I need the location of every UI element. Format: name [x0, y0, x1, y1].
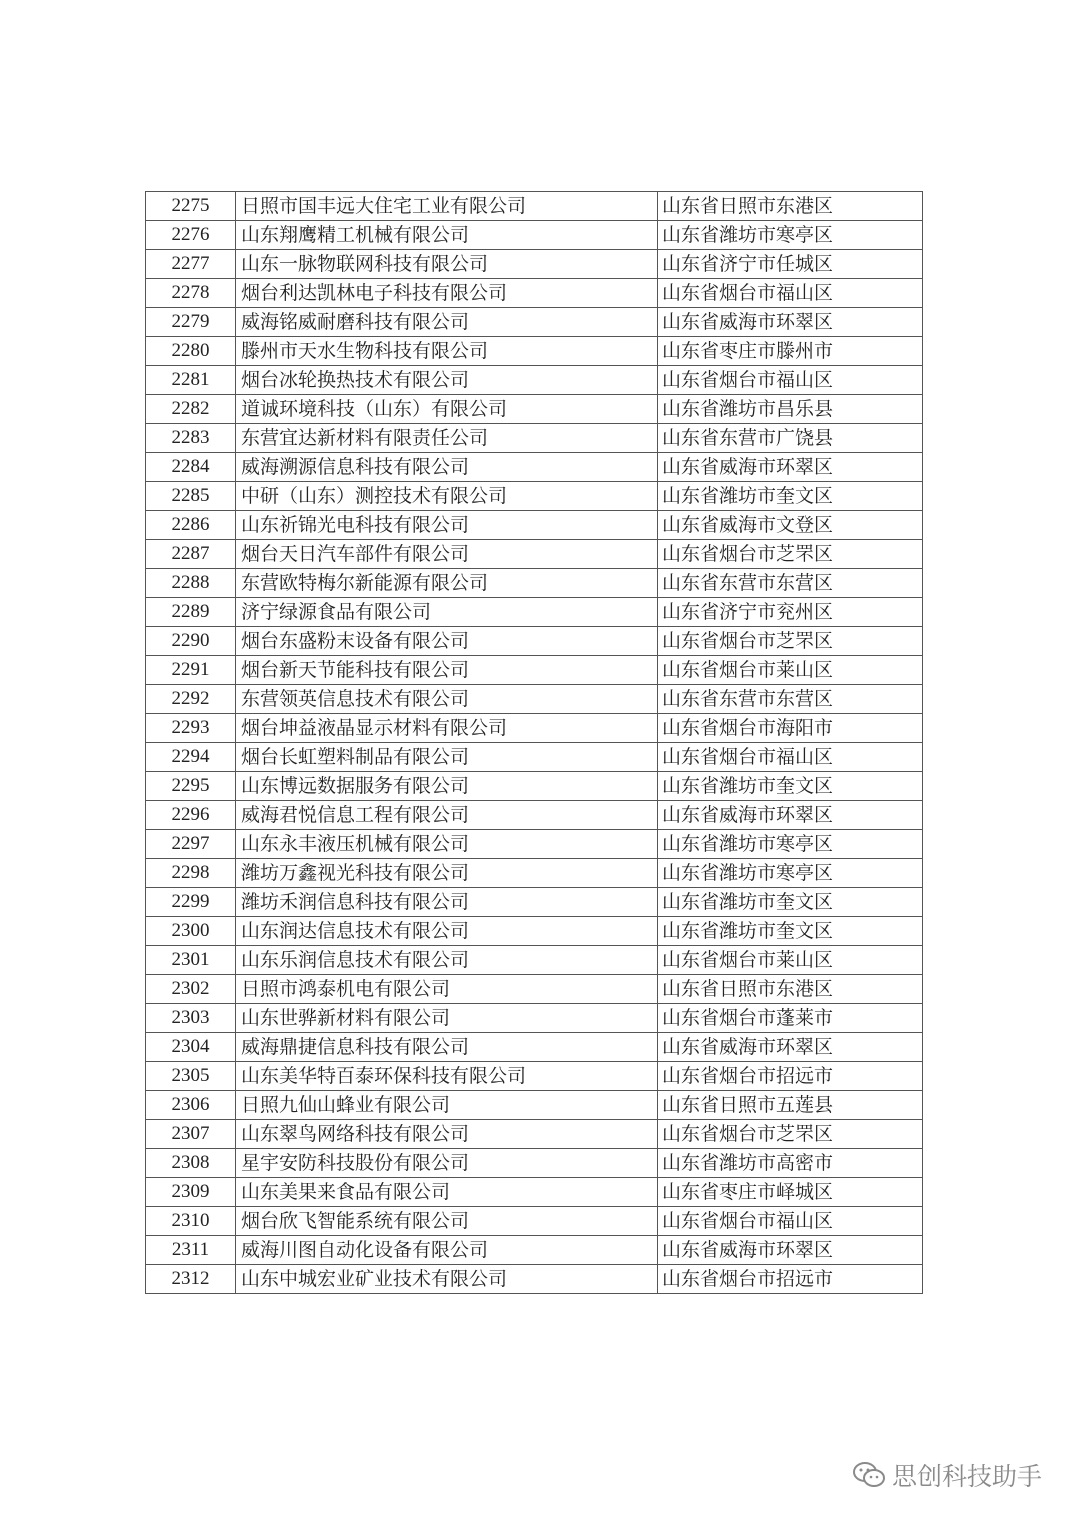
table-row	[146, 366, 923, 395]
table-row	[146, 1062, 923, 1091]
company-name: 山东美果来食品有限公司	[236, 1178, 658, 1207]
row-number: 2308	[146, 1149, 236, 1178]
company-name: 日照市鸿泰机电有限公司	[236, 975, 658, 1004]
row-number: 2297	[146, 830, 236, 859]
company-name: 山东一脉物联网科技有限公司	[236, 250, 658, 279]
table-row	[146, 598, 923, 627]
company-name: 日照市国丰远大住宅工业有限公司	[236, 192, 658, 221]
company-name: 潍坊禾润信息科技有限公司	[236, 888, 658, 917]
table-row	[146, 1120, 923, 1149]
row-number: 2283	[146, 424, 236, 453]
company-location: 山东省潍坊市寒亭区	[658, 830, 923, 859]
row-number: 2279	[146, 308, 236, 337]
company-name: 烟台长虹塑料制品有限公司	[236, 743, 658, 772]
table-row	[146, 859, 923, 888]
table-row	[146, 1004, 923, 1033]
row-number: 2293	[146, 714, 236, 743]
row-number: 2299	[146, 888, 236, 917]
table-row	[146, 946, 923, 975]
company-location: 山东省烟台市福山区	[658, 366, 923, 395]
table-row	[146, 308, 923, 337]
row-number: 2303	[146, 1004, 236, 1033]
row-number: 2287	[146, 540, 236, 569]
table-row	[146, 685, 923, 714]
company-location: 山东省威海市环翠区	[658, 801, 923, 830]
company-location: 山东省烟台市福山区	[658, 1207, 923, 1236]
company-location: 山东省济宁市兖州区	[658, 598, 923, 627]
row-number: 2304	[146, 1033, 236, 1062]
company-location: 山东省潍坊市奎文区	[658, 888, 923, 917]
row-number: 2294	[146, 743, 236, 772]
table-row	[146, 975, 923, 1004]
company-location: 山东省日照市东港区	[658, 192, 923, 221]
table-row	[146, 656, 923, 685]
company-location: 山东省日照市东港区	[658, 975, 923, 1004]
row-number: 2284	[146, 453, 236, 482]
company-location: 山东省潍坊市寒亭区	[658, 859, 923, 888]
company-name: 山东中城宏业矿业技术有限公司	[236, 1265, 658, 1294]
company-location: 山东省枣庄市峄城区	[658, 1178, 923, 1207]
row-number: 2311	[146, 1236, 236, 1265]
company-location: 山东省烟台市招远市	[658, 1062, 923, 1091]
company-name: 东营领英信息技术有限公司	[236, 685, 658, 714]
table-row	[146, 1207, 923, 1236]
row-number: 2289	[146, 598, 236, 627]
table-row	[146, 395, 923, 424]
company-name: 东营宜达新材料有限责任公司	[236, 424, 658, 453]
row-number: 2285	[146, 482, 236, 511]
company-name: 烟台利达凯林电子科技有限公司	[236, 279, 658, 308]
row-number: 2312	[146, 1265, 236, 1294]
company-name: 山东世骅新材料有限公司	[236, 1004, 658, 1033]
wechat-icon	[852, 1461, 886, 1489]
company-name: 山东乐润信息技术有限公司	[236, 946, 658, 975]
row-number: 2290	[146, 627, 236, 656]
row-number: 2280	[146, 337, 236, 366]
company-location: 山东省烟台市蓬莱市	[658, 1004, 923, 1033]
row-number: 2302	[146, 975, 236, 1004]
company-name: 潍坊万鑫视光科技有限公司	[236, 859, 658, 888]
table-row	[146, 540, 923, 569]
row-number: 2277	[146, 250, 236, 279]
table-row	[146, 627, 923, 656]
row-number: 2276	[146, 221, 236, 250]
company-name: 威海君悦信息工程有限公司	[236, 801, 658, 830]
table-row	[146, 192, 923, 221]
row-number: 2291	[146, 656, 236, 685]
table-row	[146, 830, 923, 859]
table-row	[146, 279, 923, 308]
table-row	[146, 337, 923, 366]
company-location: 山东省烟台市莱山区	[658, 656, 923, 685]
company-location: 山东省东营市东营区	[658, 569, 923, 598]
company-name: 山东永丰液压机械有限公司	[236, 830, 658, 859]
company-location: 山东省潍坊市昌乐县	[658, 395, 923, 424]
company-location: 山东省烟台市福山区	[658, 743, 923, 772]
company-name: 山东翠鸟网络科技有限公司	[236, 1120, 658, 1149]
company-location: 山东省济宁市任城区	[658, 250, 923, 279]
company-name: 星宇安防科技股份有限公司	[236, 1149, 658, 1178]
table-body	[146, 192, 923, 1294]
company-name: 滕州市天水生物科技有限公司	[236, 337, 658, 366]
table-row	[146, 511, 923, 540]
watermark-text: 思创科技助手	[891, 1462, 1042, 1491]
company-name: 烟台坤益液晶显示材料有限公司	[236, 714, 658, 743]
row-number: 2278	[146, 279, 236, 308]
table-row	[146, 801, 923, 830]
company-location: 山东省潍坊市寒亭区	[658, 221, 923, 250]
company-location: 山东省烟台市福山区	[658, 279, 923, 308]
company-location: 山东省枣庄市滕州市	[658, 337, 923, 366]
company-name: 山东翔鹰精工机械有限公司	[236, 221, 658, 250]
company-name: 烟台天日汽车部件有限公司	[236, 540, 658, 569]
table-row	[146, 1265, 923, 1294]
table-row	[146, 453, 923, 482]
table-row	[146, 1149, 923, 1178]
row-number: 2296	[146, 801, 236, 830]
company-location: 山东省烟台市海阳市	[658, 714, 923, 743]
company-name: 烟台冰轮换热技术有限公司	[236, 366, 658, 395]
company-name: 烟台东盛粉末设备有限公司	[236, 627, 658, 656]
row-number: 2275	[146, 192, 236, 221]
row-number: 2310	[146, 1207, 236, 1236]
row-number: 2295	[146, 772, 236, 801]
company-name: 烟台新天节能科技有限公司	[236, 656, 658, 685]
table-row	[146, 888, 923, 917]
table-row	[146, 482, 923, 511]
company-name: 山东祈锦光电科技有限公司	[236, 511, 658, 540]
company-name: 道诚环境科技（山东）有限公司	[236, 395, 658, 424]
company-location: 山东省东营市东营区	[658, 685, 923, 714]
company-location: 山东省烟台市芝罘区	[658, 627, 923, 656]
company-location: 山东省潍坊市高密市	[658, 1149, 923, 1178]
row-number: 2282	[146, 395, 236, 424]
row-number: 2300	[146, 917, 236, 946]
company-location: 山东省威海市文登区	[658, 511, 923, 540]
company-location: 山东省烟台市招远市	[658, 1265, 923, 1294]
table-row	[146, 772, 923, 801]
company-name: 山东美华特百泰环保科技有限公司	[236, 1062, 658, 1091]
company-location: 山东省烟台市芝罘区	[658, 540, 923, 569]
row-number: 2281	[146, 366, 236, 395]
company-name: 烟台欣飞智能系统有限公司	[236, 1207, 658, 1236]
table-row	[146, 1236, 923, 1265]
company-location: 山东省烟台市芝罘区	[658, 1120, 923, 1149]
company-name: 东营欧特梅尔新能源有限公司	[236, 569, 658, 598]
table-row	[146, 250, 923, 279]
table-row	[146, 714, 923, 743]
company-location: 山东省日照市五莲县	[658, 1091, 923, 1120]
company-name: 威海川图自动化设备有限公司	[236, 1236, 658, 1265]
company-name: 山东润达信息技术有限公司	[236, 917, 658, 946]
table-row	[146, 1178, 923, 1207]
company-name: 山东博远数据服务有限公司	[236, 772, 658, 801]
company-name: 威海鼎捷信息科技有限公司	[236, 1033, 658, 1062]
company-location: 山东省烟台市莱山区	[658, 946, 923, 975]
table-row	[146, 1091, 923, 1120]
row-number: 2307	[146, 1120, 236, 1149]
company-name: 威海溯源信息科技有限公司	[236, 453, 658, 482]
table-row	[146, 569, 923, 598]
row-number: 2305	[146, 1062, 236, 1091]
row-number: 2292	[146, 685, 236, 714]
company-location: 山东省威海市环翠区	[658, 1033, 923, 1062]
watermark	[852, 1457, 1042, 1493]
row-number: 2298	[146, 859, 236, 888]
company-location: 山东省威海市环翠区	[658, 453, 923, 482]
company-list-table	[145, 191, 923, 1294]
table-row	[146, 1033, 923, 1062]
company-location: 山东省潍坊市奎文区	[658, 482, 923, 511]
table-row	[146, 424, 923, 453]
row-number: 2288	[146, 569, 236, 598]
company-location: 山东省威海市环翠区	[658, 1236, 923, 1265]
table-row	[146, 917, 923, 946]
company-location: 山东省东营市广饶县	[658, 424, 923, 453]
table-row	[146, 221, 923, 250]
company-location: 山东省威海市环翠区	[658, 308, 923, 337]
table-row	[146, 743, 923, 772]
company-name: 济宁绿源食品有限公司	[236, 598, 658, 627]
company-name: 日照九仙山蜂业有限公司	[236, 1091, 658, 1120]
company-location: 山东省潍坊市奎文区	[658, 917, 923, 946]
row-number: 2306	[146, 1091, 236, 1120]
row-number: 2309	[146, 1178, 236, 1207]
row-number: 2301	[146, 946, 236, 975]
row-number: 2286	[146, 511, 236, 540]
company-location: 山东省潍坊市奎文区	[658, 772, 923, 801]
company-name: 威海铭威耐磨科技有限公司	[236, 308, 658, 337]
company-name: 中研（山东）测控技术有限公司	[236, 482, 658, 511]
